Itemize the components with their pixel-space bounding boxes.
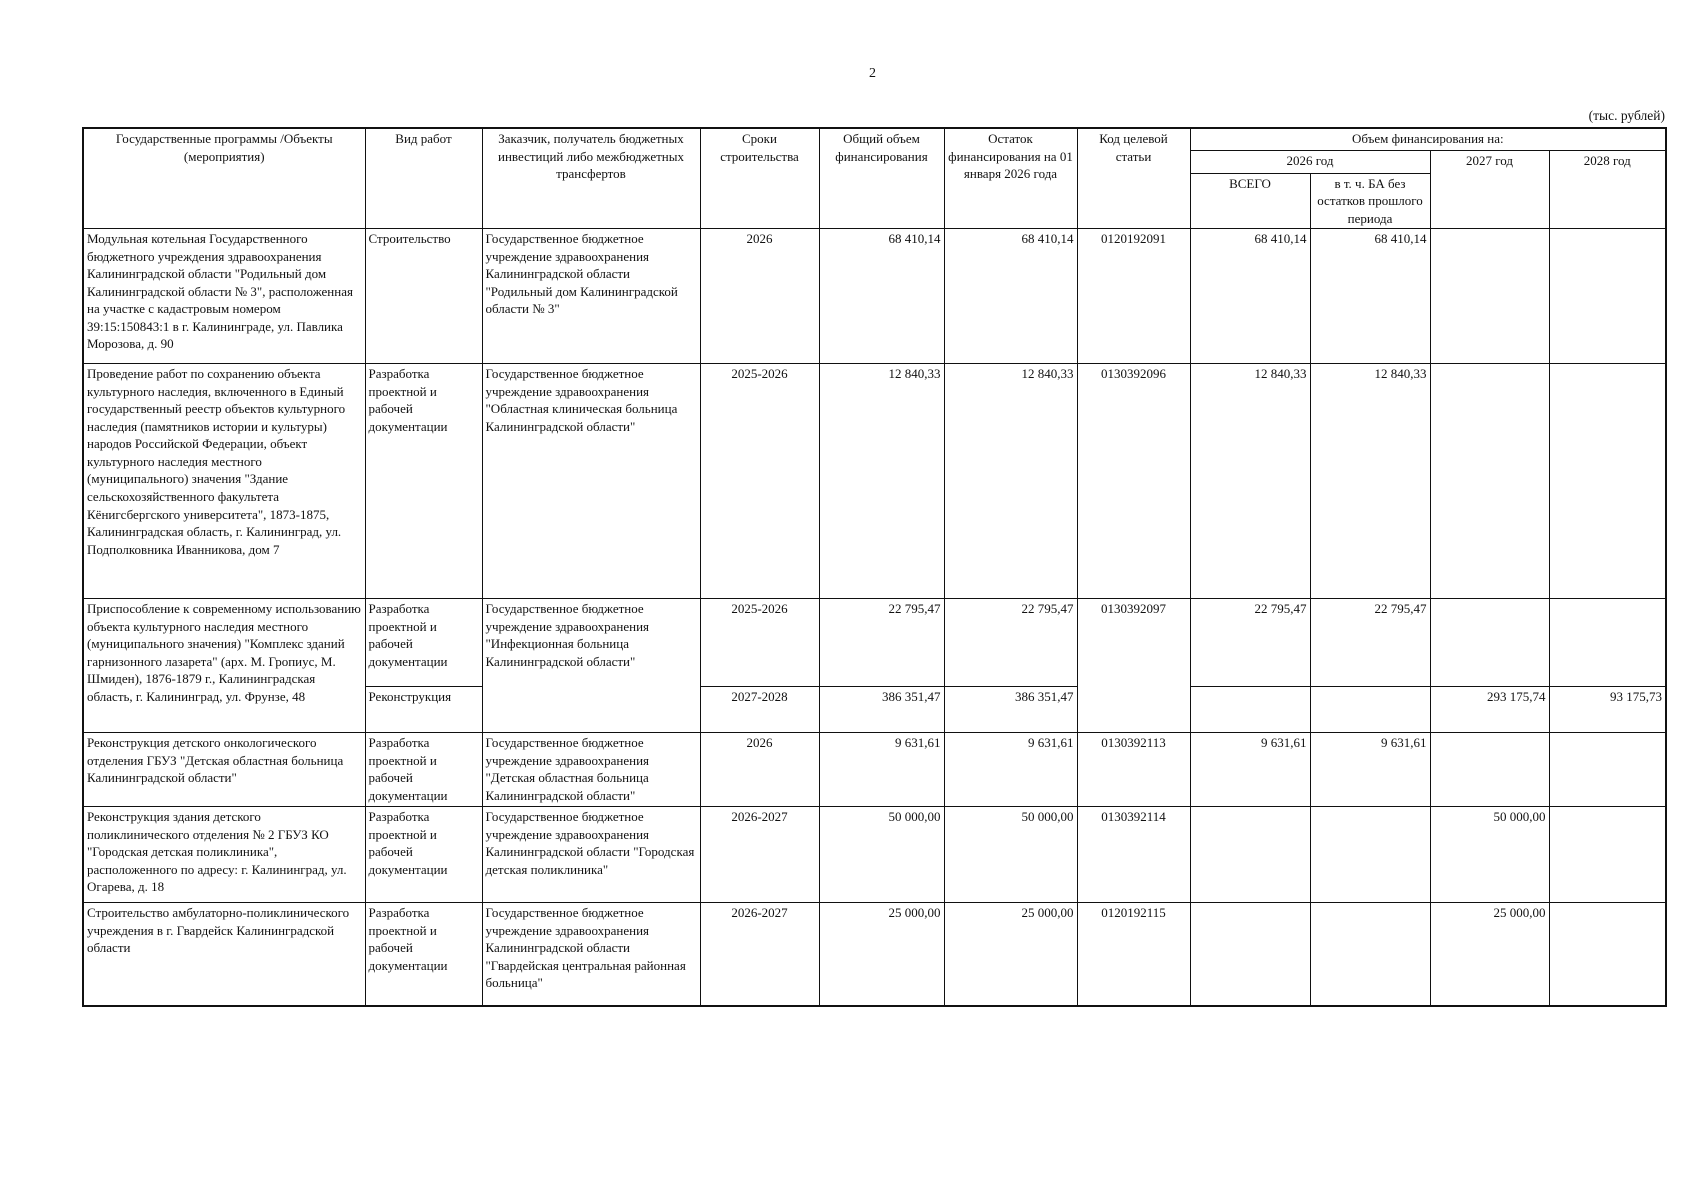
financing-table [82,127,1667,1007]
cell-terms: 2027-2028 [700,687,819,733]
header-2026-all: ВСЕГО [1190,173,1310,229]
cell-total: 68 410,14 [819,229,944,364]
cell-2026-all [1190,807,1310,903]
cell-2026-ba [1310,807,1430,903]
cell-2026-all: 9 631,61 [1190,733,1310,807]
cell-2028 [1549,903,1666,1006]
cell-total: 25 000,00 [819,903,944,1006]
units-note: (тыс. рублей) [1588,108,1665,123]
cell-work: Разработка проектной и рабочей документации [365,733,482,807]
cell-code: 0130392113 [1077,733,1190,807]
cell-2028 [1549,599,1666,687]
cell-2026-ba: 9 631,61 [1310,733,1430,807]
cell-2028 [1549,364,1666,599]
cell-remainder: 50 000,00 [944,807,1077,903]
cell-2028: 93 175,73 [1549,687,1666,733]
header-code: Код целевой статьи [1077,128,1190,229]
cell-terms: 2026-2027 [700,807,819,903]
cell-customer: Государственное бюджетное учреждение здравоохранения "Детская областная больница Калининградской области" [482,733,700,807]
cell-2027: 25 000,00 [1430,903,1549,1006]
cell-customer: Государственное бюджетное учреждение здравоохранения "Областная клиническая больница Калининградской области" [482,364,700,599]
cell-2026-all: 12 840,33 [1190,364,1310,599]
header-work-type: Вид работ [365,128,482,229]
header-remainder: Остаток финансирования на 01 января 2026 года [944,128,1077,229]
page-number: 2 [869,66,876,81]
cell-2026-ba: 68 410,14 [1310,229,1430,364]
table-row [83,903,1666,1006]
header-customer: Заказчик, получатель бюджетных инвестиций либо межбюджетных трансфертов [482,128,700,229]
table-row [83,599,1666,687]
cell-terms: 2026 [700,733,819,807]
cell-work: Реконструкция [365,687,482,733]
cell-customer: Государственное бюджетное учреждение здравоохранения Калининградской области "Гвардейская центральная районная больница" [482,903,700,1006]
table-row [83,229,1666,364]
cell-remainder: 9 631,61 [944,733,1077,807]
header-2027: 2027 год [1430,150,1549,229]
table-row [83,364,1666,599]
cell-2026-ba [1310,903,1430,1006]
cell-2026-ba: 22 795,47 [1310,599,1430,687]
header-2026-ba: в т. ч. БА без остатков прошлого периода [1310,173,1430,229]
cell-work: Разработка проектной и рабочей документации [365,903,482,1006]
cell-total: 50 000,00 [819,807,944,903]
cell-terms: 2026 [700,229,819,364]
cell-2027: 50 000,00 [1430,807,1549,903]
cell-total: 22 795,47 [819,599,944,687]
header-terms: Сроки строительства [700,128,819,229]
cell-2026-all: 68 410,14 [1190,229,1310,364]
cell-customer: Государственное бюджетное учреждение здравоохранения Калининградской области "Городская детская поликлиника" [482,807,700,903]
cell-object: Приспособление к современному использованию объекта культурного наследия местного (муниципального значения) "Комплекс зданий гарнизонного лазарета" (арх. М. Гропиус, М. Шмиден), 1876-1879 г., Калининградская область, г. Калининград, ул. Фрунзе, 48 [83,599,365,733]
cell-2026-all [1190,687,1310,733]
cell-2027 [1430,733,1549,807]
cell-2027 [1430,229,1549,364]
cell-work: Строительство [365,229,482,364]
cell-object: Реконструкция здания детского поликлинического отделения № 2 ГБУЗ КО "Городская детская поликлиника", расположенного по адресу: г. Калининград, ул. Огарева, д. 18 [83,807,365,903]
header-programs: Государственные программы /Объекты (мероприятия) [83,128,365,229]
cell-remainder: 25 000,00 [944,903,1077,1006]
cell-2027 [1430,364,1549,599]
cell-work: Разработка проектной и рабочей документации [365,364,482,599]
cell-2026-ba: 12 840,33 [1310,364,1430,599]
cell-remainder: 12 840,33 [944,364,1077,599]
cell-remainder: 68 410,14 [944,229,1077,364]
header-funding: Объем финансирования на: [1190,128,1666,150]
header-total: Общий объем финансирования [819,128,944,229]
cell-2028 [1549,733,1666,807]
cell-total: 9 631,61 [819,733,944,807]
cell-2028 [1549,807,1666,903]
cell-work: Разработка проектной и рабочей документации [365,807,482,903]
cell-code: 0120192091 [1077,229,1190,364]
cell-code: 0130392114 [1077,807,1190,903]
cell-customer: Государственное бюджетное учреждение здравоохранения Калининградской области "Родильный дом Калининградской области № 3" [482,229,700,364]
cell-2027 [1430,599,1549,687]
header-2026: 2026 год [1190,150,1430,173]
cell-total: 12 840,33 [819,364,944,599]
cell-2026-all [1190,903,1310,1006]
cell-2027: 293 175,74 [1430,687,1549,733]
cell-object: Модульная котельная Государственного бюджетного учреждения здравоохранения Калининградской области "Родильный дом Калининградской области № 3", расположенная на участке с кадастровым номером 39:15:150843:1 в г. Калининграде, ул. Павлика Морозова, д. 90 [83,229,365,364]
cell-2026-ba [1310,687,1430,733]
cell-code: 0130392097 [1077,599,1190,733]
cell-terms: 2025-2026 [700,364,819,599]
cell-customer: Государственное бюджетное учреждение здравоохранения "Инфекционная больница Калининградской области" [482,599,700,733]
cell-terms: 2025-2026 [700,599,819,687]
cell-total: 386 351,47 [819,687,944,733]
cell-object: Реконструкция детского онкологического отделения ГБУЗ "Детская областная больница Калининградской области" [83,733,365,807]
cell-terms: 2026-2027 [700,903,819,1006]
cell-remainder: 22 795,47 [944,599,1077,687]
cell-object: Строительство амбулаторно-поликлинического учреждения в г. Гвардейск Калининградской области [83,903,365,1006]
table-row [83,807,1666,903]
cell-code: 0130392096 [1077,364,1190,599]
cell-2026-all: 22 795,47 [1190,599,1310,687]
cell-remainder: 386 351,47 [944,687,1077,733]
cell-object: Проведение работ по сохранению объекта культурного наследия, включенного в Единый государственный реестр объектов культурного наследия (памятников истории и культуры) народов Российской Федерации, объект культурного наследия местного (муниципального) значения "Здание сельскохозяйственного факультета Кёнигсбергского университета", 1873-1875, Калининградская область, г. Калининград, ул. Подполковника Иванникова, дом 7 [83,364,365,599]
header-2028: 2028 год [1549,150,1666,229]
cell-2028 [1549,229,1666,364]
table-row [83,733,1666,807]
cell-work: Разработка проектной и рабочей документации [365,599,482,687]
cell-code: 0120192115 [1077,903,1190,1006]
